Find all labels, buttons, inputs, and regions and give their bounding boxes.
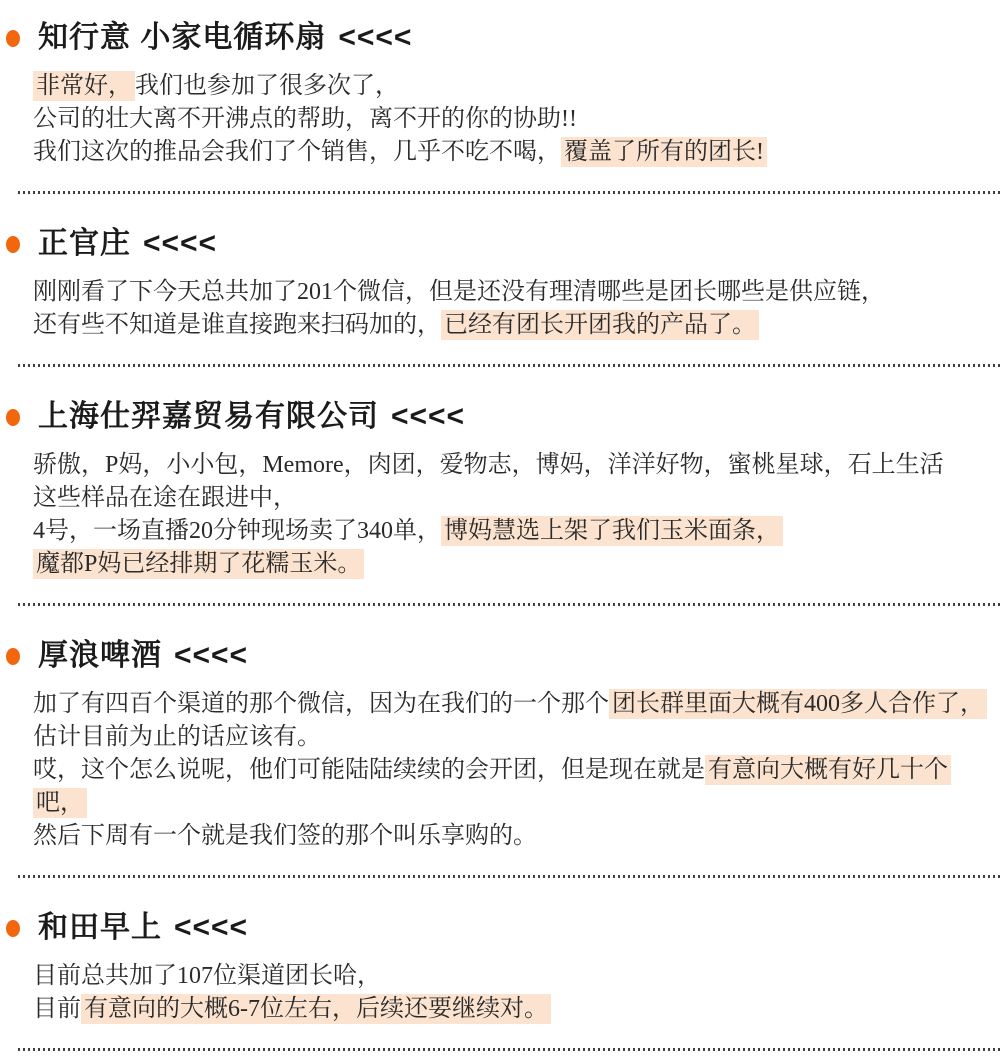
body-line	[33, 754, 990, 820]
feedback-section	[6, 878, 1000, 1051]
feedback-section	[6, 367, 1000, 606]
text-run: 然后下周有一个就是我们签的那个叫乐享购的。	[33, 823, 537, 849]
section-body	[33, 449, 990, 581]
body-line	[33, 449, 990, 482]
text-run: 哎，这个怎么说呢，他们可能陆陆续续的会开团，但是现在就是	[33, 757, 705, 783]
highlighted-text-run: 非常好，	[33, 71, 135, 101]
section-heading	[6, 18, 1000, 58]
section-heading	[6, 636, 1000, 676]
bullet-icon	[6, 648, 20, 665]
text-run: 还有些不知道是谁直接跑来扫码加的，	[33, 312, 441, 338]
section-heading	[6, 908, 1000, 948]
highlighted-text-run: 有意向的大概6-7位左右，后续还要继续对。	[81, 994, 551, 1024]
text-run: 目前	[33, 996, 81, 1022]
section-title-text: 上海仕羿嘉贸易有限公司	[38, 400, 379, 433]
body-line	[33, 721, 990, 754]
feedback-section	[6, 194, 1000, 367]
text-run: 这些样品在途在跟进中，	[33, 485, 297, 511]
body-line	[33, 820, 990, 853]
section-title	[38, 636, 248, 676]
feedback-section	[6, 10, 1000, 194]
highlighted-text-run: 有意向大概有好几十个吧，	[33, 755, 951, 818]
section-body	[33, 276, 990, 342]
left-arrows-marker: <<<<	[174, 911, 249, 944]
section-body	[33, 70, 990, 169]
bullet-icon	[6, 920, 20, 937]
left-arrows-marker: <<<<	[338, 21, 413, 54]
body-line	[33, 960, 990, 993]
text-run: 骄傲，P妈，小小包，Memore，肉团，爱物志，博妈，洋洋好物，蜜桃星球，石上生活	[33, 452, 944, 478]
text-run: 我们也参加了很多次了，	[135, 73, 399, 99]
feedback-section	[6, 606, 1000, 878]
section-title-text: 正官庄	[38, 227, 131, 260]
text-run: 目前总共加了107位渠道团长哈，	[33, 963, 381, 989]
left-arrows-marker: <<<<	[174, 639, 249, 672]
section-title-text: 厚浪啤酒	[38, 639, 162, 672]
text-run: 加了有四百个渠道的那个微信，因为在我们的一个那个	[33, 691, 609, 717]
body-line	[33, 688, 990, 721]
bullet-icon	[6, 30, 20, 47]
text-run: 估计目前为止的话应该有。	[33, 724, 321, 750]
section-body	[33, 688, 990, 853]
section-title	[38, 224, 217, 264]
section-title	[38, 908, 248, 948]
bullet-icon	[6, 236, 20, 253]
section-body	[33, 960, 990, 1026]
body-line	[33, 993, 990, 1026]
dotted-separator	[18, 1048, 1000, 1051]
section-title	[38, 397, 465, 437]
body-line	[33, 103, 990, 136]
highlighted-text-run: 已经有团长开团我的产品了。	[441, 310, 759, 340]
section-title-text: 知行意 小家电循环扇	[38, 21, 327, 54]
highlighted-text-run: 魔都P妈已经排期了花糯玉米。	[33, 549, 364, 579]
text-run: 4号，一场直播20分钟现场卖了340单，	[33, 518, 441, 544]
bullet-icon	[6, 409, 20, 426]
text-run: 刚刚看了下今天总共加了201个微信，但是还没有理清哪些是团长哪些是供应链，	[33, 279, 885, 305]
left-arrows-marker: <<<<	[391, 400, 466, 433]
body-line	[33, 276, 990, 309]
section-heading	[6, 224, 1000, 264]
section-title	[38, 18, 412, 58]
body-line	[33, 136, 990, 169]
body-line	[33, 515, 990, 548]
highlighted-text-run: 覆盖了所有的团长!	[561, 137, 767, 167]
highlighted-text-run: 博妈慧选上架了我们玉米面条，	[441, 516, 783, 546]
section-title-text: 和田早上	[38, 911, 162, 944]
section-heading	[6, 397, 1000, 437]
highlighted-text-run: 团长群里面大概有400多人合作了，	[609, 689, 987, 719]
left-arrows-marker: <<<<	[143, 227, 218, 260]
text-run: 公司的壮大离不开沸点的帮助，离不开的你的协助!!	[33, 106, 577, 132]
body-line	[33, 548, 990, 581]
body-line	[33, 482, 990, 515]
body-line	[33, 309, 990, 342]
text-run: 我们这次的推品会我们了个销售，几乎不吃不喝，	[33, 139, 561, 165]
body-line	[33, 70, 990, 103]
